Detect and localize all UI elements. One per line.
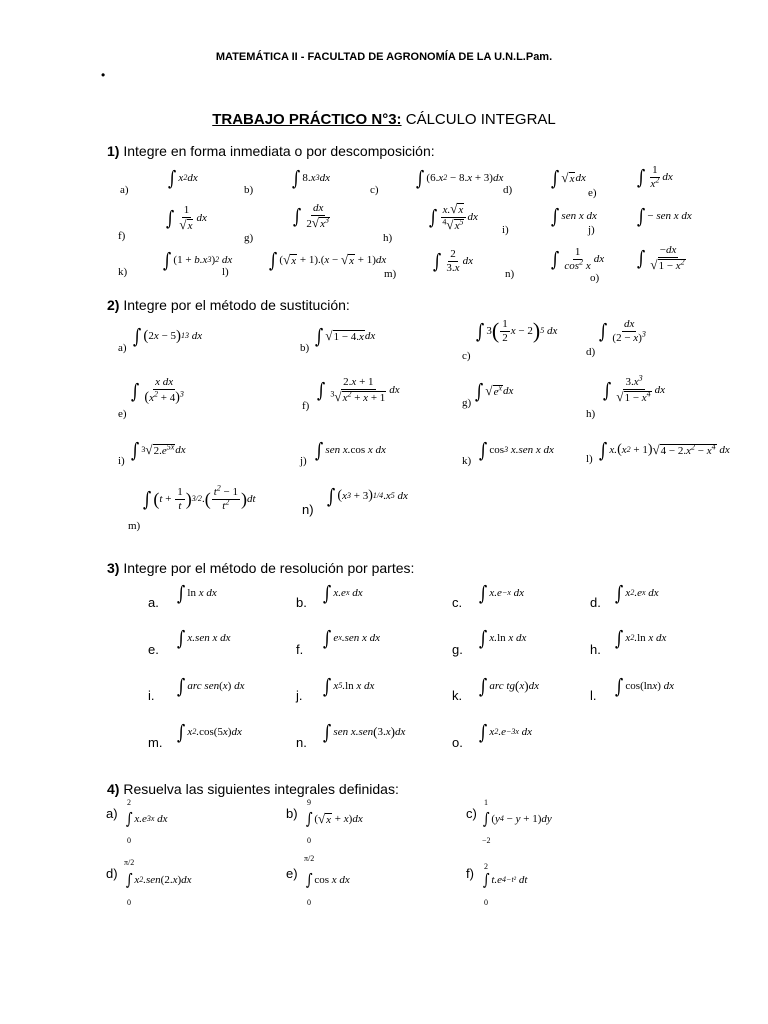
expr-4d: ∫ x 2 .sen (2. x ) dx bbox=[125, 870, 192, 889]
expr-1b: ∫ 8. x 3 dx bbox=[292, 166, 330, 190]
label-3g: g. bbox=[452, 642, 463, 657]
section-4-text: Resuelva las siguientes integrales definidas: bbox=[119, 781, 399, 797]
label-2d: d) bbox=[586, 346, 596, 358]
label-3b: b. bbox=[296, 595, 307, 610]
expr-1c: ∫ (6. x 2 − 8. x + 3) dx bbox=[416, 166, 504, 190]
label-4c: c) bbox=[466, 806, 477, 821]
label-1j: j) bbox=[588, 224, 595, 236]
limit-4d-lower: 0 bbox=[127, 898, 131, 907]
label-2j: j) bbox=[300, 455, 307, 467]
label-2b: b) bbox=[300, 342, 310, 354]
label-2k: k) bbox=[462, 455, 472, 467]
label-3f: f. bbox=[296, 642, 304, 657]
label-1n: n) bbox=[505, 268, 515, 280]
section-3-number: 3) bbox=[107, 560, 120, 576]
label-1c: c) bbox=[370, 184, 379, 196]
label-2e: e) bbox=[118, 408, 127, 420]
expr-3l: ∫ cos(ln x ) dx bbox=[615, 674, 675, 698]
expr-1j: ∫ − sen x dx bbox=[637, 204, 692, 228]
expr-3j: ∫ x 5 . ln x dx bbox=[323, 674, 375, 698]
label-2m: m) bbox=[128, 520, 141, 532]
expr-2m: ∫ ( t + $\frac{1}{t}$ ) 3/2 . ( $\frac{t^2 - 1}{t^2}$ ) dt bbox=[143, 483, 256, 512]
label-1f: f) bbox=[118, 230, 126, 242]
label-2a: a) bbox=[118, 342, 127, 354]
title-bold: TRABAJO PRÁCTICO N°3: bbox=[212, 111, 402, 128]
expr-3f: ∫ e x .sen x dx bbox=[323, 626, 381, 650]
title-rest: CÁLCULO INTEGRAL bbox=[401, 111, 556, 128]
expr-2e: ∫ $\frac{\text{x dx}}{(x^2 + 4)^3}$ bbox=[131, 376, 184, 405]
expr-2k: ∫ cos 3 x.sen x dx bbox=[479, 438, 554, 462]
expr-3a: ∫ ln x dx bbox=[177, 581, 217, 605]
expr-3h: ∫ x 2 . ln x dx bbox=[615, 626, 667, 650]
expr-1d: ∫ √ x dx bbox=[551, 166, 586, 190]
expr-3m: ∫ x 2 . cos(5 x ) dx bbox=[177, 720, 242, 744]
label-3o: o. bbox=[452, 735, 463, 750]
bullet-mark: • bbox=[101, 68, 106, 82]
label-1m: m) bbox=[384, 268, 397, 280]
label-4b: b) bbox=[286, 806, 298, 821]
label-2i: i) bbox=[118, 455, 125, 467]
expr-3b: ∫ x.e x dx bbox=[323, 581, 363, 605]
expr-1i: ∫ sen x dx bbox=[551, 204, 597, 228]
label-3i: i. bbox=[148, 688, 155, 703]
expr-1g: ∫ $\frac{dx}{2√x^3}$ bbox=[293, 202, 329, 230]
label-1d: d) bbox=[503, 184, 513, 196]
limit-4c-upper: 1 bbox=[484, 798, 488, 807]
page-header: MATEMÁTICA II - FACULTAD DE AGRONOMÍA DE LA U.N.L.Pam. bbox=[215, 51, 553, 63]
label-4a: a) bbox=[106, 806, 118, 821]
expr-4b: ∫ ( √ x + x ) dx bbox=[305, 809, 363, 828]
expr-2c: ∫ 3 ( $\frac{1}{2}$ x − 2 ) 5 dx bbox=[476, 318, 558, 344]
expr-3i: ∫ arc sen ( x ) dx bbox=[177, 674, 245, 698]
section-2-heading bbox=[107, 297, 350, 313]
expr-2j: ∫ sen x. cos x dx bbox=[315, 438, 386, 462]
label-3n: n. bbox=[296, 735, 307, 750]
expr-3k: ∫ arc tg ( x ) dx bbox=[479, 674, 539, 698]
section-4-number: 4) bbox=[107, 781, 120, 797]
label-3a: a. bbox=[148, 595, 159, 610]
expr-1e: ∫ $\frac{1}{x^2}$ dx bbox=[637, 164, 673, 190]
limit-4d-upper: π/2 bbox=[124, 858, 135, 867]
expr-2i: ∫ 3 √ $2.e^{5x}$ dx bbox=[131, 438, 186, 462]
label-3k: k. bbox=[452, 688, 463, 703]
label-3c: c. bbox=[452, 595, 463, 610]
label-1a: a) bbox=[120, 184, 129, 196]
expr-2d: ∫ $\frac{dx}{(2 - x)^3}$ bbox=[599, 318, 646, 344]
limit-4a-lower: 0 bbox=[127, 836, 131, 845]
expr-3e: ∫ x.sen x dx bbox=[177, 626, 231, 650]
expr-1m: ∫ $\frac{2}{3.x}$ dx bbox=[433, 248, 473, 274]
expr-2h: ∫ $\frac{3.x^3}{√1 - x^4}$ dx bbox=[603, 373, 666, 404]
label-3m: m. bbox=[148, 735, 163, 750]
expr-2b: ∫ √ 1 − 4.x dx bbox=[315, 324, 376, 348]
label-3l: l. bbox=[590, 688, 597, 703]
label-1e: e) bbox=[588, 187, 597, 199]
label-2c: c) bbox=[462, 350, 471, 362]
expr-1k: ∫ (1 + b.x 3 ) 2 dx bbox=[163, 248, 233, 272]
label-1i: i) bbox=[502, 224, 509, 236]
expr-1o: ∫ $\frac{-dx}{√1 - x^2}$ bbox=[637, 244, 685, 272]
label-4d: d) bbox=[106, 866, 118, 881]
label-2f: f) bbox=[302, 400, 310, 412]
label-1l: l) bbox=[222, 266, 229, 278]
label-3d: d. bbox=[590, 595, 601, 610]
expr-3g: ∫ x. ln x dx bbox=[479, 626, 527, 650]
section-1-heading bbox=[107, 143, 435, 159]
expr-3o: ∫ x 2 .e −3x dx bbox=[479, 720, 533, 744]
label-1g: g) bbox=[244, 232, 254, 244]
expr-2f: ∫ $\frac{2.x + 1}{^3√x^2 + x + 1}$ dx bbox=[317, 376, 400, 404]
expr-2n: ∫ ( x 3 + 3 ) 1/4 . x 5 dx bbox=[327, 484, 408, 508]
expr-3c: ∫ x.e −x dx bbox=[479, 581, 525, 605]
label-2g: g) bbox=[462, 397, 472, 409]
limit-4b-lower: 0 bbox=[307, 836, 311, 845]
limit-4e-lower: 0 bbox=[307, 898, 311, 907]
limit-4f-upper: 2 bbox=[484, 862, 488, 871]
label-3e: e. bbox=[148, 642, 159, 657]
expr-1a: ∫ x 2 dx bbox=[168, 166, 198, 190]
expr-1f: ∫ $\frac{1}{√x}$ dx bbox=[166, 204, 207, 232]
label-1o: o) bbox=[590, 272, 600, 284]
label-4f: f) bbox=[466, 866, 474, 881]
section-4-heading bbox=[107, 781, 399, 797]
label-2h: h) bbox=[586, 408, 596, 420]
section-2-number: 2) bbox=[107, 297, 120, 313]
label-1h: h) bbox=[383, 232, 393, 244]
section-3-heading bbox=[107, 560, 414, 576]
expr-2l: ∫ x. ( x 2 + 1 ) √ $4 - 2.x^2 - x^4$ dx bbox=[599, 438, 730, 462]
expr-3d: ∫ x 2 .e x dx bbox=[615, 581, 659, 605]
limit-4e-upper: π/2 bbox=[304, 854, 315, 863]
limit-4f-lower: 0 bbox=[484, 898, 488, 907]
limit-4a-upper: 2 bbox=[127, 798, 131, 807]
section-1-text: Integre en forma inmediata o por descomposición: bbox=[119, 143, 435, 159]
expr-1n: ∫ $\frac{1}{\cos^2 x}$ dx bbox=[551, 246, 605, 272]
label-4e: e) bbox=[286, 866, 298, 881]
section-3-text: Integre por el método de resolución por partes: bbox=[119, 560, 415, 576]
label-2l: l) bbox=[586, 453, 593, 465]
expr-4e: ∫ cos x dx bbox=[305, 870, 350, 889]
expr-2g: ∫ √ $e^x$ dx bbox=[475, 379, 514, 403]
label-1k: k) bbox=[118, 266, 128, 278]
expr-4f: ∫ t.e 4−t² dt bbox=[482, 870, 528, 889]
label-3j: j. bbox=[296, 688, 303, 703]
page-title bbox=[0, 111, 768, 128]
limit-4c-lower: −2 bbox=[482, 836, 491, 845]
section-1-number: 1) bbox=[107, 143, 120, 159]
label-1b: b) bbox=[244, 184, 254, 196]
limit-4b-upper: 9 bbox=[307, 798, 311, 807]
expr-3n: ∫ sen x.sen ( 3. x ) dx bbox=[323, 720, 406, 744]
expr-4c: ∫ ( y 4 − y + 1) dy bbox=[482, 809, 552, 828]
expr-2a: ∫ ( 2 x − 5 ) 13 dx bbox=[133, 324, 203, 348]
label-2n: n) bbox=[302, 502, 314, 517]
expr-1h: ∫ $\frac{x.√x}{^4√x^5}$ dx bbox=[429, 201, 478, 232]
expr-1l: ∫ ( √ x + 1).( x − √ x + 1) dx bbox=[269, 248, 387, 272]
expr-4a: ∫ x.e 3x dx bbox=[125, 809, 168, 828]
section-2-text: Integre por el método de sustitución: bbox=[119, 297, 350, 313]
label-3h: h. bbox=[590, 642, 601, 657]
